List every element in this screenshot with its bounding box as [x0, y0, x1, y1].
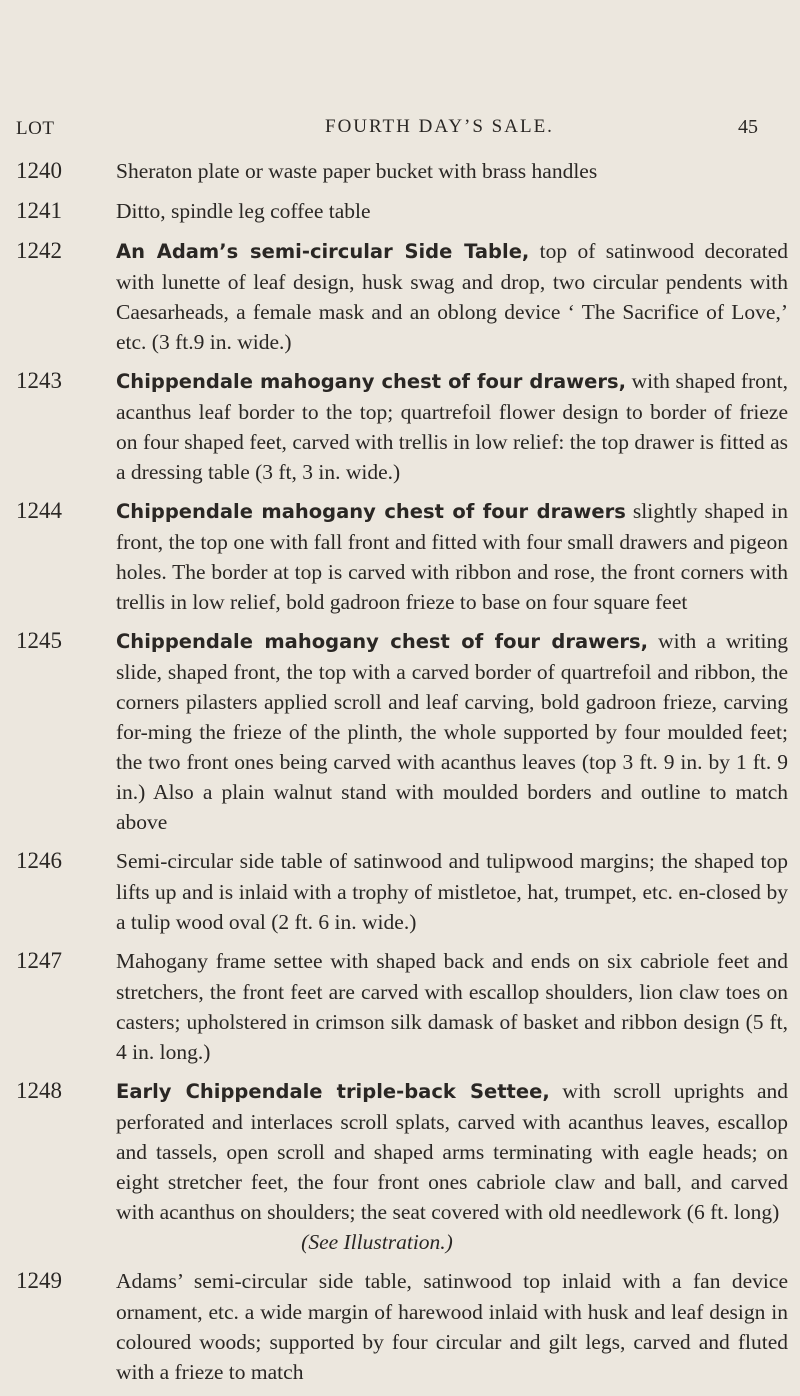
lot-entry — [0, 196, 800, 227]
lot-number: 1243 — [16, 368, 62, 393]
lot-entry — [0, 1076, 800, 1257]
lot-entries — [0, 156, 800, 1396]
lot-number: 1249 — [16, 1268, 62, 1293]
lot-text: Ditto, spindle leg coffee table — [116, 199, 371, 223]
lot-text: Sheraton plate or waste paper bucket with brass handles — [116, 159, 598, 183]
lot-number: 1244 — [16, 498, 62, 523]
running-title: FOURTH DAY’S SALE. — [325, 116, 554, 137]
lot-column-heading: LOT — [16, 118, 55, 139]
lot-description — [116, 496, 788, 617]
lot-entry — [0, 626, 800, 837]
lot-entry — [0, 1266, 800, 1387]
lot-entry — [0, 846, 800, 937]
lot-text: top of satinwood decorated with lunette of leaf design, husk swag and drop, two circular pendents with Caesarheads, a female mask and an oblong device ‘ The Sacrifice of Love,’ etc. (3 ft.9 in. wide.) — [116, 239, 788, 354]
lot-entry — [0, 496, 800, 617]
lot-entry — [0, 156, 800, 187]
lot-description — [116, 626, 788, 837]
lot-number: 1245 — [16, 628, 62, 653]
lot-text: with shaped front, acanthus leaf border to the top; quartrefoil flower design to border of frieze on four shaped feet, carved with trellis in low relief: the top drawer is fitted as a dressing table (3 ft, 3 in. wide.) — [116, 369, 788, 484]
lot-description — [116, 1266, 788, 1387]
lot-number: 1246 — [16, 848, 62, 873]
lot-text: slightly shaped in front, the top one with fall front and fitted with four small drawers and pigeon holes. The border at top is carved with ribbon and rose, the front corners with trellis in low relief, bold gadroon frieze to base on four square feet — [116, 499, 788, 614]
lot-text: with a writing slide, shaped front, the top with a carved border of quartrefoil and ribbon, the corners pilasters applied scroll and leaf carving, bold gadroon frieze, carving for-ming the frieze of the plinth, the whole supported by four moulded feet; the two front ones being carved with acanthus leaves (top 3 ft. 9 in. by 1 ft. 9 in.) Also a plain walnut stand with moulded borders and outline to match above — [116, 629, 788, 834]
lot-number: 1248 — [16, 1078, 62, 1103]
lot-number: 1247 — [16, 948, 62, 973]
lot-text: Mahogany frame settee with shaped back and ends on six cabriole feet and stretchers, the front feet are carved with escallop shoulders, lion claw toes on casters; upholstered in crimson silk damask of basket and ribbon design (5 ft, 4 in. long.) — [116, 949, 788, 1064]
lot-description — [116, 366, 788, 487]
lot-entry — [0, 236, 800, 357]
running-head — [0, 104, 800, 139]
lot-lead: Chippendale mahogany chest of four drawers, — [116, 630, 649, 653]
lot-lead: An Adam’s semi-circular Side Table, — [116, 240, 530, 263]
lot-number: 1242 — [16, 238, 62, 263]
lot-description — [116, 156, 788, 187]
lot-lead: Chippendale mahogany chest of four drawers, — [116, 370, 627, 393]
lot-text: Adams’ semi-circular side table, satinwood top inlaid with a fan device ornament, etc. a wide margin of harewood inlaid with husk and leaf design in coloured woods; supported by four circular and gilt legs, carved and fluted with a frieze to match — [116, 1269, 788, 1384]
lot-description — [116, 236, 788, 357]
lot-description — [116, 946, 788, 1067]
illustration-note-text: (See Illustration.) — [301, 1230, 453, 1254]
page-number: 45 — [738, 116, 758, 138]
lot-number: 1241 — [16, 198, 62, 223]
lot-text: Semi-circular side table of satinwood and tulipwood margins; the shaped top lifts up and is inlaid with a trophy of mistletoe, hat, trumpet, etc. en-closed by a tulip wood oval (2 ft. 6 in. wide.) — [116, 849, 788, 934]
lot-description — [116, 846, 788, 937]
lot-entry — [0, 946, 800, 1067]
lot-entry — [0, 366, 800, 487]
lot-lead: Early Chippendale triple-back Settee, — [116, 1080, 550, 1103]
lot-text: with scroll uprights and perforated and interlaces scroll splats, carved with acanthus leaves, escallop and tassels, open scroll and shaped arms terminating with eagle heads; on eight stretcher feet, the four front ones cabriole claw and ball, and carved with acanthus on shoulders; the seat covered with old needlework (6 ft. long) — [116, 1079, 788, 1224]
lot-description — [116, 196, 788, 227]
lot-number: 1240 — [16, 158, 62, 183]
lot-description — [116, 1076, 788, 1257]
lot-lead: Chippendale mahogany chest of four drawers — [116, 500, 626, 523]
